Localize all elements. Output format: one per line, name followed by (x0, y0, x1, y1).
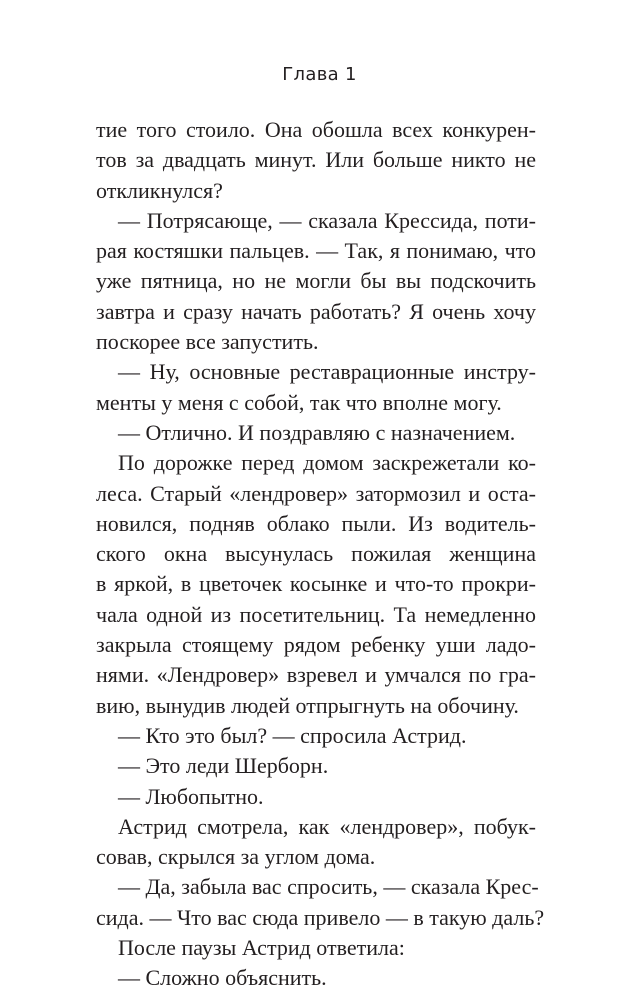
text-line: рая костяшки пальцев. — Так, я понимаю, что (96, 238, 536, 264)
running-head: Глава 1 (282, 64, 357, 85)
text-line: менты у меня с собой, так что вполне могу. (96, 389, 502, 415)
text-line: леса. Старый «лендровер» затормозил и оста- (96, 480, 536, 506)
text-line: чала одной из посетительниц. Та немедленно (96, 601, 536, 627)
text-line: ского окна высунулась пожилая женщина (96, 541, 536, 567)
text-line: тов за двадцать минут. Или больше никто не (96, 147, 536, 173)
text-line: закрыла стоящему рядом ребенку уши ладо- (96, 632, 536, 658)
body-text (96, 115, 545, 994)
text-line: откликнулся? (96, 177, 223, 203)
text-line: новился, подняв облако пыли. Из водитель- (96, 510, 536, 536)
text-line: По дорожке перед домом заскрежетали ко- (118, 450, 536, 476)
text-line: — Да, забыла вас спросить, — сказала Крес- (118, 874, 539, 900)
text-line: уже пятница, но не могли бы вы подскочить (96, 268, 536, 294)
text-line: — Ну, основные реставрационные инстру- (118, 359, 536, 385)
text-line: — Сложно объяснить. (118, 965, 327, 991)
text-line: сида. — Что вас сюда привело — в такую даль? (96, 904, 545, 930)
text-line: — Потрясающе, — сказала Крессида, поти- (118, 207, 536, 233)
text-line: совав, скрылся за углом дома. (96, 844, 376, 870)
text-line: тие того стоило. Она обошла всех конкурен- (96, 117, 536, 142)
text-line: — Кто это был? — спросила Астрид. (118, 722, 467, 748)
text-line: поскорее все запустить. (96, 329, 319, 355)
text-line: завтра и сразу начать работать? Я очень хочу (96, 298, 536, 324)
text-line: — Это леди Шерборн. (118, 753, 329, 779)
text-line: Астрид смотрела, как «лендровер», побук- (118, 813, 536, 839)
text-line: — Любопытно. (118, 783, 264, 809)
text-line: в яркой, в цветочек косынке и что-то прокри- (96, 571, 536, 597)
text-line: — Отлично. И поздравляю с назначением. (118, 419, 516, 445)
text-line: вию, вынудив людей отпрыгнуть на обочину. (96, 692, 519, 718)
text-line: нями. «Лендровер» взревел и умчался по гра- (96, 662, 536, 688)
text-line: После паузы Астрид ответила: (118, 935, 405, 961)
